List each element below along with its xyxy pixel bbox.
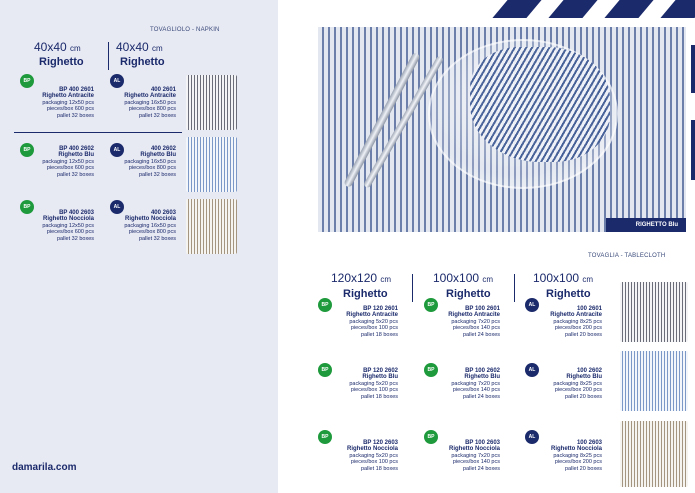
- product-bp-120-2601: BP 120 2601 Righetto Antracite packaging 5x20 pcs pieces/box 100 pcs pallet 18 boxes: [346, 306, 398, 338]
- decorative-stripe: [548, 0, 597, 18]
- decorative-stripe: [492, 0, 541, 18]
- product-al-400-2603: 400 2603 Righetto Nocciola packaging 16x50 pcs pieces/box 800 pcs pallet 32 boxes: [124, 210, 176, 242]
- bp-badge: BP: [20, 74, 34, 88]
- swatch-nocciola: [620, 421, 688, 487]
- product-bp-100-2601: BP 100 2601 Righetto Antracite packaging 7x20 pcs pieces/box 140 pcs pallet 24 boxes: [448, 306, 500, 338]
- al-badge: AL: [110, 74, 124, 88]
- bp-badge: BP: [20, 200, 34, 214]
- folded-napkin-icon: [470, 47, 610, 162]
- product-al-100-2602: 100 2602 Righetto Blu packaging 8x25 pcs pieces/box 200 pcs pallet 20 boxes: [553, 368, 602, 400]
- tablecloth-col1-name: Righetto: [343, 288, 388, 300]
- product-photo: [318, 27, 686, 232]
- bp-badge: BP: [318, 363, 332, 377]
- bp-badge: BP: [20, 143, 34, 157]
- product-al-100-2601: 100 2601 Righetto Antracite packaging 8x25 pcs pieces/box 200 pcs pallet 20 boxes: [550, 306, 602, 338]
- edge-bar: [691, 45, 695, 93]
- al-badge: AL: [525, 430, 539, 444]
- bp-badge: BP: [424, 298, 438, 312]
- product-bp-120-2603: BP 120 2603 Righetto Nocciola packaging 5x20 pcs pieces/box 100 pcs pallet 18 boxes: [346, 440, 398, 472]
- product-bp-400-2602: BP 400 2602 Righetto Blu packaging 12x50 pcs pieces/box 600 pcs pallet 32 boxes: [42, 146, 94, 178]
- product-bp-100-2603: BP 100 2603 Righetto Nocciola packaging 7x20 pcs pieces/box 140 pcs pallet 24 boxes: [448, 440, 500, 472]
- swatch-antracite: [186, 75, 237, 130]
- column-divider: [412, 274, 413, 302]
- brand-url[interactable]: damarila.com: [12, 462, 77, 473]
- decorative-stripe: [604, 0, 653, 18]
- tablecloth-col1-size: 120x120 cm: [331, 271, 392, 285]
- column-divider: [108, 42, 109, 70]
- product-al-100-2603: 100 2603 Righetto Nocciola packaging 8x25 pcs pieces/box 200 pcs pallet 20 boxes: [550, 440, 602, 472]
- row-divider: [14, 132, 182, 133]
- product-bp-120-2602: BP 120 2602 Righetto Blu packaging 5x20 pcs pieces/box 100 pcs pallet 18 boxes: [349, 368, 398, 400]
- al-badge: AL: [525, 298, 539, 312]
- swatch-blu: [620, 351, 688, 411]
- tablecloth-col2-name: Righetto: [446, 288, 491, 300]
- swatch-blu: [186, 137, 237, 192]
- napkin-section-title: TOVAGLIOLO - NAPKIN: [150, 27, 220, 33]
- al-badge: AL: [525, 363, 539, 377]
- al-badge: AL: [110, 143, 124, 157]
- al-badge: AL: [110, 200, 124, 214]
- swatch-nocciola: [186, 199, 237, 254]
- product-al-400-2602: 400 2602 Righetto Blu packaging 16x50 pcs pieces/box 800 pcs pallet 32 boxes: [124, 146, 176, 178]
- napkin-col1-size: 40x40 cm: [34, 40, 81, 54]
- napkin-col2-name: Righetto: [120, 56, 165, 68]
- swatch-antracite: [620, 282, 688, 342]
- fork-icon: [343, 52, 420, 188]
- napkin-col2-size: 40x40 cm: [116, 40, 163, 54]
- product-bp-400-2601: BP 400 2601 Righetto Antracite packaging 12x50 pcs pieces/box 600 pcs pallet 32 boxes: [42, 87, 94, 119]
- tablecloth-section-title: TOVAGLIA - TABLECLOTH: [588, 253, 666, 259]
- photo-caption: RIGHETTO Blu: [606, 218, 686, 232]
- napkin-col1-name: Righetto: [39, 56, 84, 68]
- edge-bar: [691, 120, 695, 180]
- bp-badge: BP: [318, 430, 332, 444]
- bp-badge: BP: [424, 363, 438, 377]
- bp-badge: BP: [318, 298, 332, 312]
- product-al-400-2601: 400 2601 Righetto Antracite packaging 16x50 pcs pieces/box 800 pcs pallet 32 boxes: [124, 87, 176, 119]
- tablecloth-col3-name: Righetto: [546, 288, 591, 300]
- product-bp-100-2602: BP 100 2602 Righetto Blu packaging 7x20 pcs pieces/box 140 pcs pallet 24 boxes: [451, 368, 500, 400]
- tablecloth-col2-size: 100x100 cm: [433, 271, 494, 285]
- bp-badge: BP: [424, 430, 438, 444]
- product-bp-400-2603: BP 400 2603 Righetto Nocciola packaging 12x50 pcs pieces/box 600 pcs pallet 32 boxes: [42, 210, 94, 242]
- decorative-stripe: [660, 0, 695, 18]
- napkin-panel: [0, 0, 278, 493]
- column-divider: [514, 274, 515, 302]
- tablecloth-col3-size: 100x100 cm: [533, 271, 594, 285]
